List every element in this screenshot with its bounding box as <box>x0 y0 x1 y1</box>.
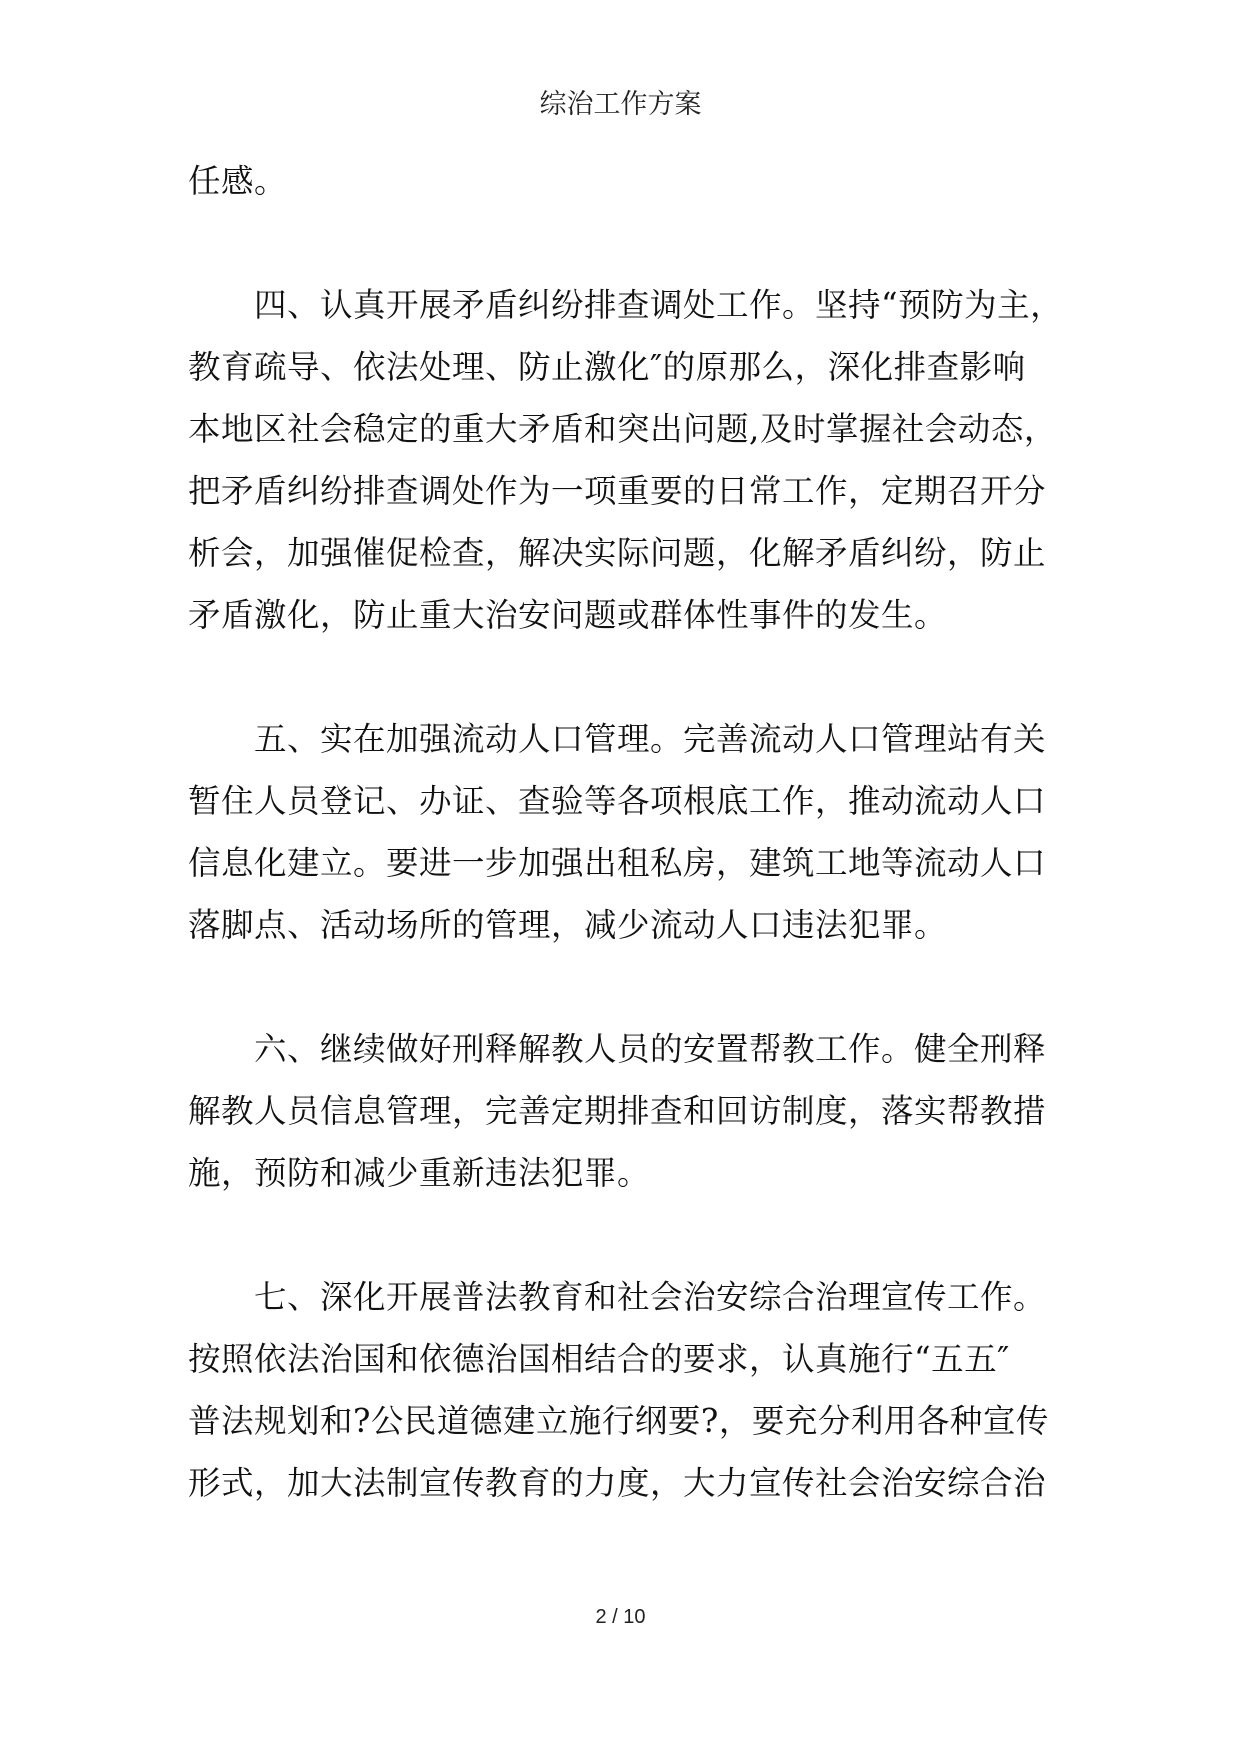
page-number: 2 / 10 <box>595 1606 646 1628</box>
paragraph-section-5 <box>188 708 1068 956</box>
text-line: 普法规划和?公民道德建立施行纲要?，要充分利用各种宣传 <box>188 1402 1049 1440</box>
text-line: 四、认真开展矛盾纠纷排查调处工作。坚持“预防为主， <box>254 286 1064 324</box>
text-line: 矛盾激化，防止重大治安问题或群体性事件的发生。 <box>188 596 948 634</box>
paragraph-section-7 <box>188 1266 1068 1514</box>
text-line: 施，预防和减少重新违法犯罪。 <box>188 1154 651 1192</box>
text-line: 形式，加大法制宣传教育的力度，大力宣传社会治安综合治 <box>188 1464 1047 1502</box>
paragraph-continuation <box>188 150 1068 212</box>
text-line: 把矛盾纠纷排查调处作为一项重要的日常工作，定期召开分 <box>188 472 1047 510</box>
text-line: 信息化建立。要进一步加强出租私房，建筑工地等流动人口 <box>188 844 1047 882</box>
text-line: 六、继续做好刑释解教人员的安置帮教工作。健全刑释 <box>254 1030 1047 1068</box>
document-body <box>188 150 1068 1576</box>
text-line: 教育疏导、依法处理、防止激化″的原那么，深化排查影响 <box>188 348 1026 386</box>
text-line: 落脚点、活动场所的管理，减少流动人口违法犯罪。 <box>188 906 948 944</box>
text-line: 析会，加强催促检查，解决实际问题，化解矛盾纠纷，防止 <box>188 534 1047 572</box>
page-header-title: 综治工作方案 <box>539 89 702 120</box>
text-line: 本地区社会稳定的重大矛盾和突出问题,及时掌握社会动态， <box>188 410 1057 448</box>
text-line: 任感。 <box>188 162 288 200</box>
text-line: 暂住人员登记、办证、查验等各项根底工作，推动流动人口 <box>188 782 1047 820</box>
text-line: 七、深化开展普法教育和社会治安综合治理宣传工作。 <box>254 1278 1047 1316</box>
paragraph-section-6 <box>188 1018 1068 1204</box>
text-line: 五、实在加强流动人口管理。完善流动人口管理站有关 <box>254 720 1047 758</box>
paragraph-section-4 <box>188 274 1068 646</box>
text-line: 解教人员信息管理，完善定期排查和回访制度，落实帮教措 <box>188 1092 1047 1130</box>
text-line: 按照依法治国和依德治国相结合的要求，认真施行“五五″ <box>188 1340 1010 1378</box>
